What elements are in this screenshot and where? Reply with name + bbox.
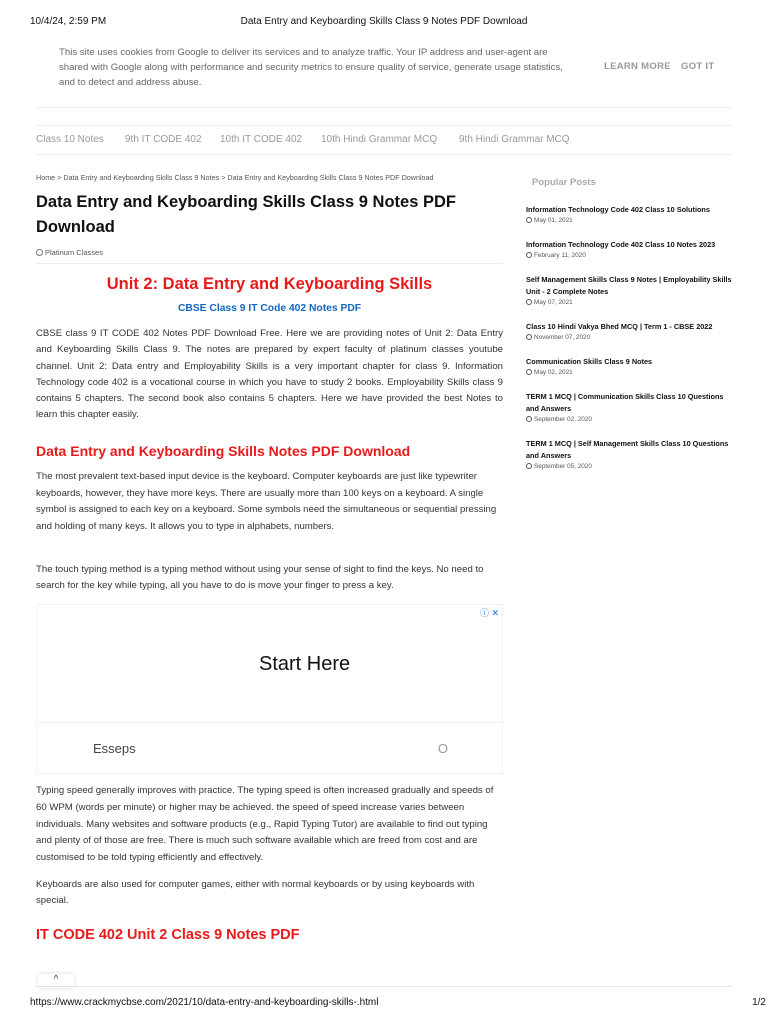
- back-to-top-button[interactable]: ^: [38, 974, 74, 988]
- ad-choices-icon[interactable]: ⓘ ✕: [479, 608, 499, 618]
- popular-post-item: [526, 321, 734, 341]
- article-paragraph-games: Keyboards are also used for computer games, either with normal keyboards or by using keyboards with special.: [36, 879, 475, 907]
- clock-icon: [526, 299, 532, 305]
- article-paragraph-typing-speed: Typing speed generally improves with practice. The typing speed is often increased gradually and speeds of 60 WPM (words per minute) or higher may be achieved. the speed of speed increase varies between individuals. Many websites and software products (e.g., Rapid Typing Tutor) are available to find out typing and plenty of of those are free. There is much such software available which are freed from cost and are customised to be told typing efficiently and effectively.: [36, 785, 494, 864]
- section-heading-notes-download: Data Entry and Keyboarding Skills Notes PDF Download: [36, 443, 411, 459]
- popular-post-item: [526, 391, 734, 423]
- post-date-text: September 05, 2020: [534, 463, 592, 470]
- popular-post-date: [526, 416, 734, 423]
- nav-item-10th-hindi-grammar-mcq[interactable]: 10th Hindi Grammar MCQ: [321, 134, 438, 145]
- print-url: https://www.crackmycbse.com/2021/10/data-entry-and-keyboarding-skills-.html: [30, 997, 379, 1008]
- clock-icon: [526, 369, 532, 375]
- unit-subheading: CBSE Class 9 IT Code 402 Notes PDF: [177, 303, 362, 314]
- learn-more-button[interactable]: LEARN MORE: [604, 61, 671, 72]
- nav-item-9th-hindi-grammar-mcq[interactable]: 9th Hindi Grammar MCQ: [459, 134, 570, 145]
- popular-post-item: [526, 274, 734, 306]
- cookie-notice-text: This site uses cookies from Google to deliver its services and to analyze traffic. Your IP address and user-agent are shared with Google along with performance and security metrics to ensure quality of service, generate usage statistics, and to detect and address abuse.: [59, 47, 563, 88]
- popular-post-date: [526, 463, 734, 470]
- post-date-text: February 11, 2020: [534, 252, 586, 259]
- popular-post-item: [526, 204, 734, 224]
- clock-icon: [526, 217, 532, 223]
- popular-post-item: [526, 438, 734, 470]
- breadcrumb: [36, 173, 506, 182]
- breadcrumb-separator: >: [57, 173, 62, 182]
- section-heading-unit-2-pdf: IT CODE 402 Unit 2 Class 9 Notes PDF: [36, 927, 300, 943]
- clock-icon: [526, 463, 532, 469]
- article-paragraph-intro: CBSE class 9 IT CODE 402 Notes PDF Download Free. Here we are providing notes of Unit 2: Data Entry and Keyboarding Skills Class 9. The notes are prepared by expert faculty of platinum classes youtube channel. Unit 2: Data entry and Employability Skills is a very important chapter for class 9. Information Technology code 402 is a vocational course in which you have to study 2 books. Employability Skills class 9 contains 5 chapters. The second book also contains 5 chapters. Here we have provided the best Notes to learn this chapter easily.: [36, 328, 503, 421]
- print-header: [30, 16, 738, 30]
- post-date-text: September 02, 2020: [534, 416, 592, 423]
- popular-post-title[interactable]: Class 10 Hindi Vakya Bhed MCQ | Term 1 - CBSE 2022: [526, 322, 713, 331]
- ad-brand[interactable]: Esseps: [93, 741, 136, 756]
- post-title: Data Entry and Keyboarding Skills Class 9 Notes PDF Download: [36, 193, 456, 236]
- nav-item-class-10-notes[interactable]: Class 10 Notes: [36, 134, 104, 145]
- author-name[interactable]: Platinum Classes: [45, 248, 103, 257]
- post-author: [36, 248, 103, 257]
- breadcrumb-separator: >: [221, 173, 226, 182]
- popular-post-date: [526, 217, 734, 224]
- article-paragraph-keyboard: The most prevalent text-based input device is the keyboard. Computer keyboards are just like typewriter keyboards, however, they have more keys. There are usually more than 100 keys on a keyboard. A single symbol is assigned to each key on a keyboard. Some symbols need the simultaneous or sequential pressing and holding of many keys. It allows you to type in alphabets, numbers.: [36, 471, 497, 532]
- cookie-banner: [36, 42, 732, 108]
- print-page-title: Data Entry and Keyboarding Skills Class 9 Notes PDF Download: [240, 16, 528, 27]
- breadcrumb-category[interactable]: Data Entry and Keyboarding Skills Class 9 Notes: [63, 173, 220, 182]
- nav-item-9th-it-code-402[interactable]: 9th IT CODE 402: [125, 134, 202, 145]
- advertisement[interactable]: [36, 604, 503, 774]
- popular-post-title[interactable]: Information Technology Code 402 Class 10 Solutions: [526, 205, 710, 214]
- popular-post-title[interactable]: TERM 1 MCQ | Self Management Skills Class 10 Questions and Answers: [526, 439, 729, 460]
- breadcrumb-home[interactable]: Home: [36, 173, 56, 182]
- post-date-text: May 07, 2021: [534, 299, 573, 306]
- popular-post-date: [526, 299, 734, 306]
- footer-divider: [36, 986, 732, 987]
- breadcrumb-current: Data Entry and Keyboarding Skills Class 9 Notes PDF Download: [227, 173, 434, 182]
- main-nav: [36, 125, 732, 155]
- sidebar-title: Popular Posts: [532, 177, 596, 188]
- popular-post-title[interactable]: Communication Skills Class 9 Notes: [526, 357, 653, 366]
- popular-post-title[interactable]: TERM 1 MCQ | Communication Skills Class 10 Questions and Answers: [526, 392, 724, 413]
- popular-post-title[interactable]: Information Technology Code 402 Class 10 Notes 2023: [526, 240, 716, 249]
- post-date-text: May 02, 2021: [534, 369, 573, 376]
- author-icon: [36, 249, 43, 256]
- post-date-text: November 07, 2020: [534, 334, 591, 341]
- divider: [36, 263, 503, 264]
- ad-headline[interactable]: Start Here: [259, 653, 351, 675]
- popular-post-date: [526, 369, 734, 376]
- ad-divider: [37, 722, 502, 723]
- clock-icon: [526, 416, 532, 422]
- post-date-text: May 01, 2021: [534, 217, 573, 224]
- clock-icon: [526, 334, 532, 340]
- clock-icon: [526, 252, 532, 258]
- popular-post-title[interactable]: Self Management Skills Class 9 Notes | Employability Skills Unit - 2 Complete Notes: [526, 275, 732, 296]
- popular-post-item: [526, 356, 734, 376]
- popular-post-date: [526, 334, 734, 341]
- print-page-number: 1/2: [752, 997, 766, 1008]
- popular-post-item: [526, 239, 734, 259]
- ad-open-icon[interactable]: O: [437, 741, 448, 756]
- print-datetime: 10/4/24, 2:59 PM: [30, 16, 107, 27]
- unit-heading: Unit 2: Data Entry and Keyboarding Skills: [106, 275, 433, 293]
- article-paragraph-touch-typing: The touch typing method is a typing method without using your sense of sight to find the keys. No need to search for the key while typing, all you have to do is move your finger to press a key.: [36, 564, 484, 592]
- nav-item-10th-it-code-402[interactable]: 10th IT CODE 402: [220, 134, 303, 145]
- got-it-button[interactable]: GOT IT: [681, 61, 715, 72]
- popular-post-date: [526, 252, 734, 259]
